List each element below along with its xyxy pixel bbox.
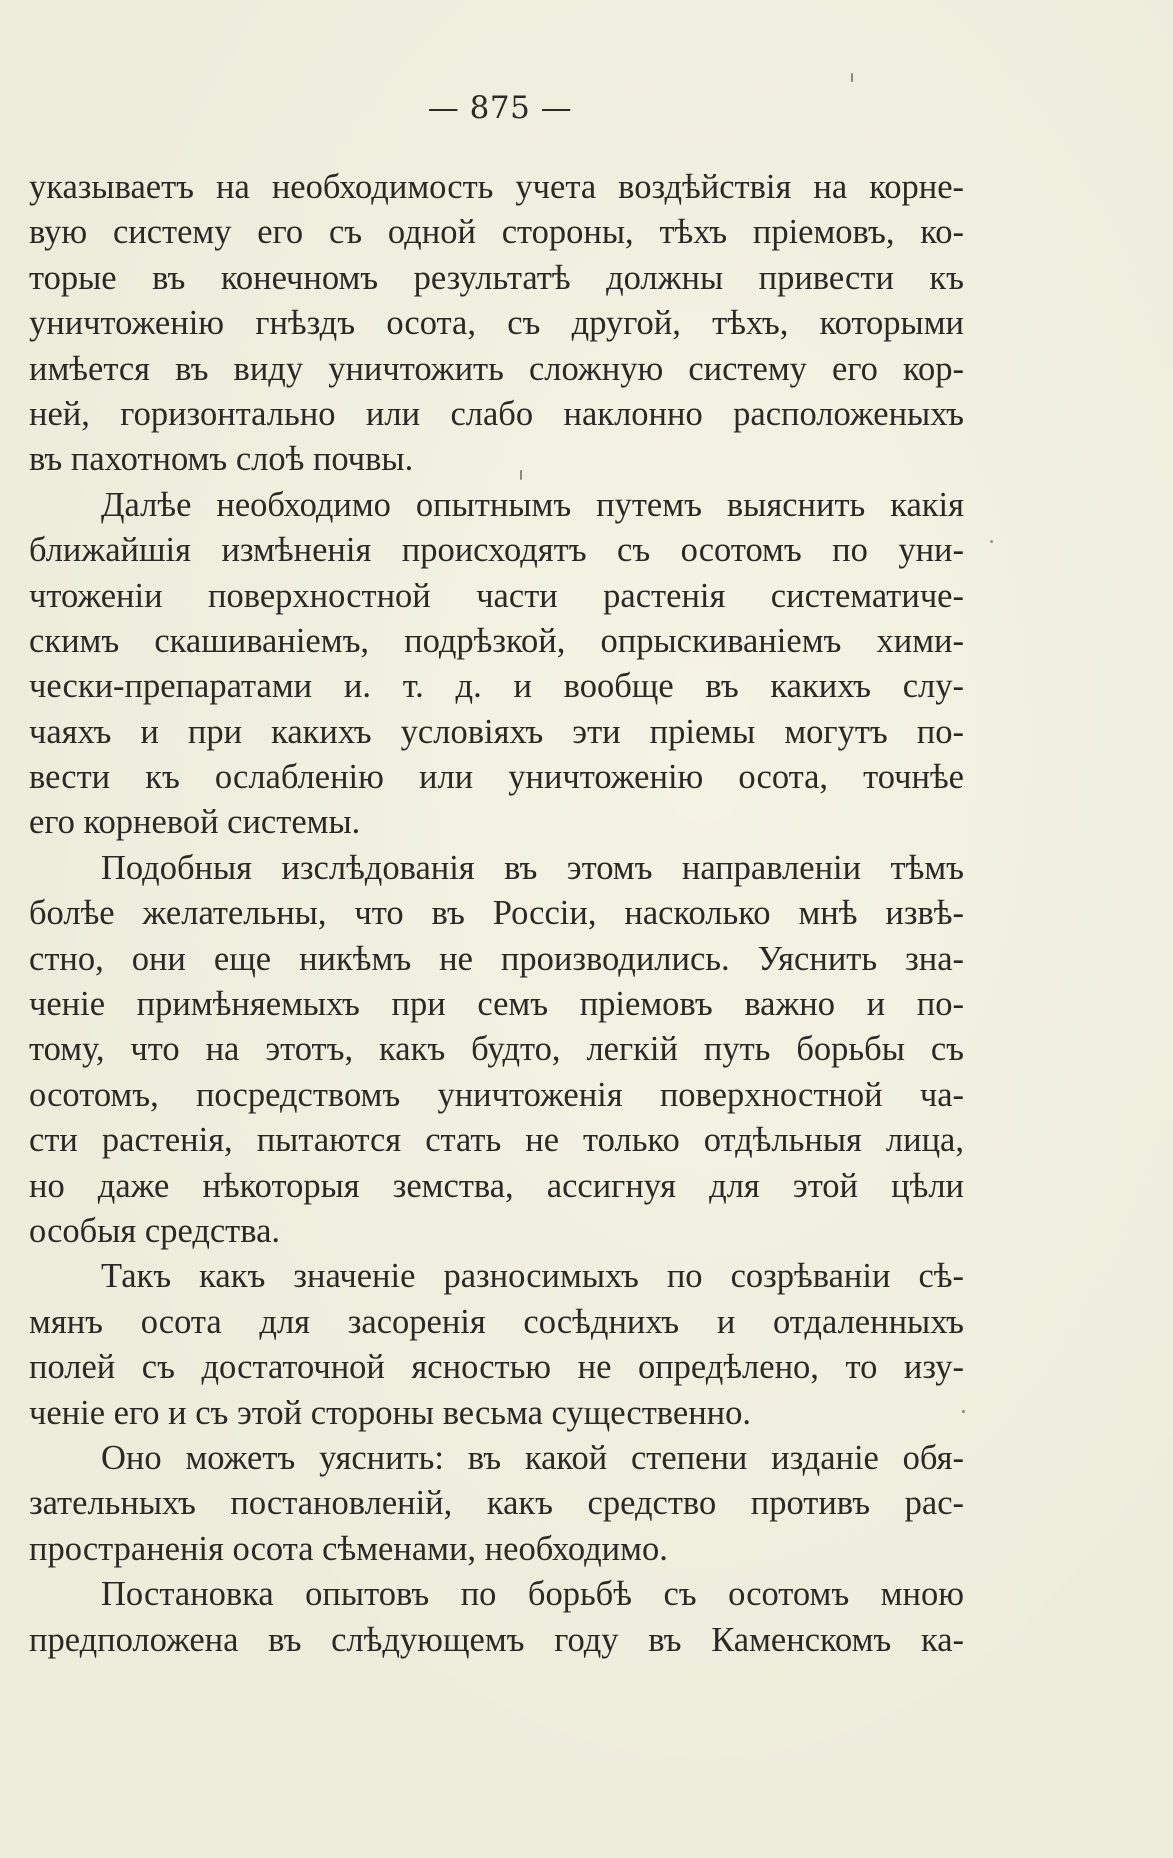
text-line: его корневой системы. — [29, 803, 361, 842]
text-line: ней, горизонтально или слабо наклонно расположеныхъ — [29, 394, 964, 433]
text-line: пространенія осота сѣменами, необходимо. — [29, 1529, 668, 1568]
body-text — [29, 165, 964, 1663]
text-line: осотомъ, посредствомъ уничтоженія поверхностной ча- — [29, 1075, 964, 1114]
text-line: Оно можетъ уяснить: въ какой степени изданіе обя- — [101, 1438, 964, 1477]
text-line: мянъ осота для засоренія сосѣднихъ и отдаленныхъ — [29, 1302, 964, 1341]
text-line: имѣется въ виду уничтожить сложную систему его кор- — [29, 349, 964, 388]
text-line: чески-препаратами и. т. д. и вообще въ какихъ слу- — [29, 667, 964, 706]
paragraph — [29, 846, 964, 1255]
paragraph — [29, 483, 964, 846]
ink-speck — [990, 540, 993, 543]
text-line: сти растенія, пытаются стать не только отдѣльныя лица, — [29, 1121, 964, 1160]
text-line: особыя средства. — [29, 1211, 281, 1250]
text-line: указываетъ на необходимость учета воздѣйствія на корне- — [29, 168, 964, 206]
text-line: но даже нѣкоторыя земства, ассигнуя для этой цѣли — [29, 1166, 964, 1205]
text-line: въ пахотномъ слоѣ почвы. — [29, 440, 414, 479]
text-line: Подобныя изслѣдованія въ этомъ направленіи тѣмъ — [101, 848, 964, 887]
text-line: вую систему его съ одной стороны, тѣхъ пріемовъ, ко- — [29, 213, 964, 252]
text-line: чаяхъ и при какихъ условіяхъ эти пріемы могутъ по- — [29, 712, 964, 751]
paragraph — [29, 165, 964, 483]
text-line: стно, они еще никѣмъ не производились. Уяснить зна- — [29, 939, 964, 978]
text-line: болѣе желательны, что въ Россіи, насколько мнѣ извѣ- — [29, 894, 964, 933]
ink-speck — [962, 1410, 965, 1413]
paragraph — [29, 1254, 964, 1436]
page-number: — 875 — — [427, 90, 573, 126]
text-line: тому, что на этотъ, какъ будто, легкій путь борьбы съ — [29, 1030, 964, 1069]
text-line: полей съ достаточной ясностью не опредѣлено, то изу- — [29, 1348, 964, 1387]
text-line: зательныхъ постановленій, какъ средство противъ рас- — [29, 1484, 964, 1523]
text-line: Такъ какъ значеніе разносимыхъ по созрѣваніи сѣ- — [101, 1257, 964, 1296]
text-line: скимъ скашиваніемъ, подрѣзкой, опрыскиваніемъ хими- — [29, 621, 964, 660]
ink-speck — [520, 470, 522, 480]
text-line: торые въ конечномъ результатѣ должны привести къ — [29, 258, 964, 297]
text-line: предположена въ слѣдующемъ году въ Каменскомъ ка- — [29, 1620, 964, 1659]
text-line: ченіе примѣняемыхъ при семъ пріемовъ важно и по- — [29, 985, 964, 1024]
ink-speck — [851, 73, 853, 82]
paragraph — [29, 1572, 964, 1663]
text-line: чтоженіи поверхностной части растенія систематиче- — [29, 576, 964, 615]
text-line: уничтоженію гнѣздъ осота, съ другой, тѣхъ, которыми — [29, 304, 964, 343]
text-line: ченіе его и съ этой стороны весьма существенно. — [29, 1393, 751, 1432]
text-line: вести къ ослабленію или уничтоженію осота, точнѣе — [29, 758, 964, 797]
text-line: Постановка опытовъ по борьбѣ съ осотомъ мною — [101, 1575, 964, 1614]
text-line: Далѣе необходимо опытнымъ путемъ выяснить какія — [101, 485, 964, 524]
text-line: ближайшія измѣненія происходятъ съ осотомъ по уни- — [29, 531, 964, 570]
paragraph — [29, 1436, 964, 1572]
